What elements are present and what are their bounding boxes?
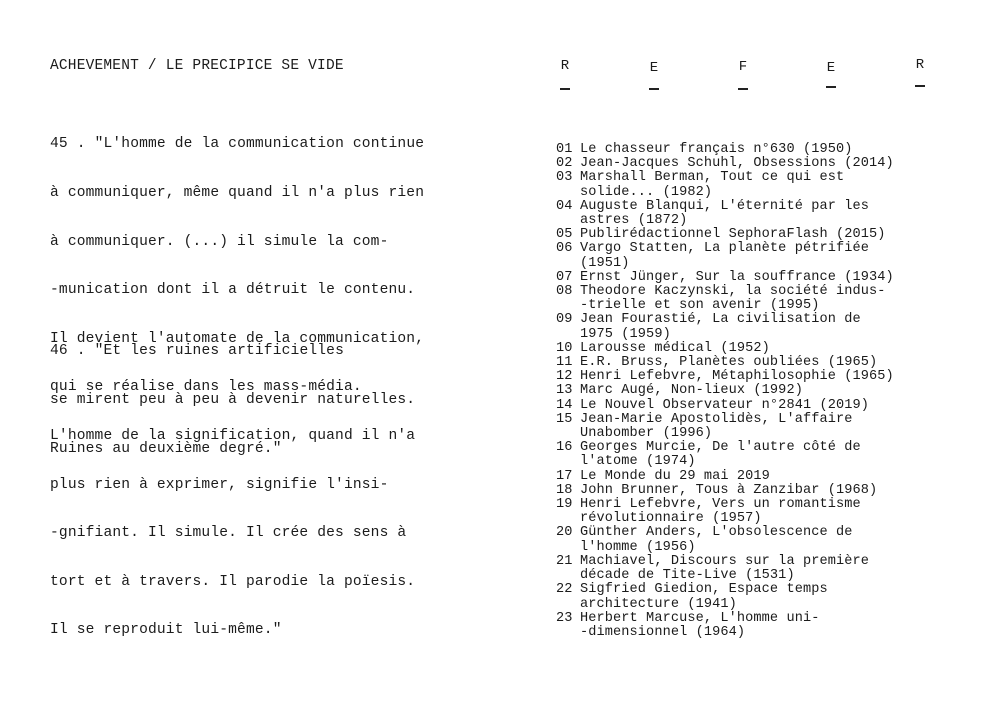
quote-text: "L'homme de la communication continue	[94, 136, 425, 153]
reference-line: Sigfried Giedion, Espace temps	[580, 582, 828, 598]
reference-item	[556, 285, 976, 313]
reference-text	[580, 399, 869, 413]
reference-line: -trielle et son avenir (1995)	[580, 298, 820, 314]
quote-line: Ruines au deuxième degré."	[50, 440, 282, 457]
quote-number: 46	[50, 343, 68, 360]
reference-line: -dimensionnel (1964)	[580, 624, 746, 640]
reference-line: Unabomber (1996)	[580, 426, 713, 442]
reference-text	[580, 356, 877, 370]
reference-item	[556, 498, 976, 526]
reference-line: décade de Tite-Live (1531)	[580, 568, 795, 584]
reference-line: Georges Murcie, De l'autre côté de	[580, 440, 861, 456]
refer-letter: E	[649, 60, 659, 76]
reference-line: Ernst Jünger, Sur la souffrance (1934)	[580, 269, 894, 285]
reference-number: 03	[556, 170, 573, 186]
reference-item	[556, 171, 976, 199]
quote-line: plus rien à exprimer, signifie l'insi-	[50, 476, 389, 493]
quote-line: Il devient l'automate de la communication,	[50, 330, 425, 347]
reference-number: 11	[556, 355, 573, 371]
reference-number: 10	[556, 340, 573, 356]
refer-letter: R	[560, 58, 570, 74]
reference-number: 07	[556, 269, 573, 285]
reference-text	[580, 583, 828, 611]
reference-line: Larousse médical (1952)	[580, 340, 770, 356]
reference-line: John Brunner, Tous à Zanzibar (1968)	[580, 482, 878, 498]
reference-list	[556, 143, 976, 640]
refer-dash	[649, 88, 659, 90]
quote-number: 45	[50, 136, 68, 153]
quote-marker: .	[67, 136, 95, 153]
reference-item	[556, 484, 976, 498]
quote-46	[50, 311, 415, 489]
refer-letter: E	[826, 60, 836, 76]
reference-item	[556, 399, 976, 413]
quote-line: Il se reproduit lui-même."	[50, 622, 282, 639]
reference-text	[580, 370, 894, 384]
reference-text	[580, 470, 770, 484]
reference-line: Le chasseur français n°630 (1950)	[580, 142, 853, 157]
reference-line: Marshall Berman, Tout ce qui est	[580, 170, 845, 186]
reference-item	[556, 370, 976, 384]
reference-text	[580, 313, 861, 341]
reference-item	[556, 242, 976, 270]
refer-letter: F	[738, 59, 748, 75]
reference-line: l'atome (1974)	[580, 454, 696, 470]
reference-item	[556, 313, 976, 341]
reference-number: 12	[556, 369, 573, 385]
reference-line: Le Nouvel Observateur n°2841 (2019)	[580, 397, 870, 413]
reference-line: Jean-Jacques Schuhl, Obsessions (2014)	[580, 156, 894, 172]
reference-item	[556, 143, 976, 157]
reference-text	[580, 285, 886, 313]
reference-line: Günther Anders, L'obsolescence de	[580, 525, 853, 541]
reference-text	[580, 441, 861, 469]
reference-line: Henri Lefebvre, Métaphilosophie (1965)	[580, 369, 894, 385]
reference-number: 01	[556, 142, 573, 157]
reference-number: 02	[556, 156, 573, 172]
reference-text	[580, 228, 886, 242]
reference-number: 09	[556, 312, 573, 328]
reference-item	[556, 555, 976, 583]
reference-text	[580, 498, 861, 526]
reference-item	[556, 157, 976, 171]
right-page	[500, 0, 1000, 705]
reference-number: 14	[556, 397, 573, 413]
reference-line: 1975 (1959)	[580, 326, 671, 342]
reference-item	[556, 228, 976, 242]
reference-number: 23	[556, 610, 573, 626]
reference-number: 05	[556, 227, 573, 243]
reference-item	[556, 441, 976, 469]
reference-number: 04	[556, 198, 573, 214]
reference-text	[580, 242, 869, 270]
reference-number: 08	[556, 284, 573, 300]
reference-item	[556, 583, 976, 611]
reference-item	[556, 271, 976, 285]
reference-line: Herbert Marcuse, L'homme uni-	[580, 610, 820, 626]
reference-line: révolutionnaire (1957)	[580, 511, 762, 527]
refer-dash	[826, 86, 836, 88]
quote-line	[50, 136, 424, 152]
reference-line: l'homme (1956)	[580, 539, 696, 555]
quote-line: -munication dont il a détruit le contenu.	[50, 282, 416, 299]
quote-line: qui se réalise dans les mass-média.	[50, 379, 362, 396]
reference-text	[580, 384, 803, 398]
reference-item	[556, 526, 976, 554]
reference-line: Vargo Statten, La planète pétrifiée	[580, 241, 870, 257]
reference-number: 06	[556, 241, 573, 257]
refer-dash	[560, 88, 570, 90]
quote-line: tort et à travers. Il parodie la poïesis.	[50, 573, 416, 590]
reference-number: 21	[556, 553, 573, 569]
quote-line: -gnifiant. Il simule. Il crée des sens à	[50, 525, 407, 542]
reference-item	[556, 384, 976, 398]
reference-item	[556, 413, 976, 441]
reference-line: solide... (1982)	[580, 184, 713, 200]
reference-text	[580, 342, 770, 356]
reference-text	[580, 612, 819, 640]
reference-number: 18	[556, 482, 573, 498]
reference-text	[580, 526, 853, 554]
page-heading: ACHEVEMENT / LE PRECIPICE SE VIDE	[50, 58, 344, 74]
reference-line: Publirédactionnel SephoraFlash (2015)	[580, 227, 886, 243]
reference-line: Marc Augé, Non-lieux (1992)	[580, 383, 803, 399]
reference-line: Theodore Kaczynski, la société indus-	[580, 284, 886, 300]
reference-item	[556, 200, 976, 228]
reference-number: 22	[556, 582, 573, 598]
reference-item	[556, 342, 976, 356]
quote-line	[50, 343, 415, 359]
reference-number: 16	[556, 440, 573, 456]
reference-line: architecture (1941)	[580, 596, 737, 612]
reference-line: E.R. Bruss, Planètes oubliées (1965)	[580, 355, 878, 371]
reference-text	[580, 271, 894, 285]
quote-line: se mirent peu à peu à devenir naturelles.	[50, 392, 416, 408]
reference-item	[556, 470, 976, 484]
reference-item	[556, 612, 976, 640]
reference-number: 15	[556, 411, 573, 427]
refer-dash	[915, 85, 925, 87]
reference-text	[580, 413, 853, 441]
reference-line: Machiavel, Discours sur la première	[580, 553, 870, 569]
reference-number: 20	[556, 525, 573, 541]
reference-text	[580, 555, 869, 583]
reference-line: astres (1872)	[580, 213, 688, 229]
quote-line: à communiquer. (...) il simule la com-	[50, 233, 389, 250]
reference-line: (1951)	[580, 255, 630, 271]
reference-text	[580, 157, 894, 171]
reference-item	[556, 356, 976, 370]
reference-text	[580, 484, 877, 498]
reference-text	[580, 143, 853, 157]
reference-number: 13	[556, 383, 573, 399]
reference-line: Henri Lefebvre, Vers un romantisme	[580, 497, 861, 513]
quote-line: à communiquer, même quand il n'a plus rien	[50, 185, 425, 201]
quote-line: L'homme de la signification, quand il n'a	[50, 427, 416, 444]
reference-number: 19	[556, 497, 573, 513]
reference-line: Jean Fourastié, La civilisation de	[580, 312, 861, 328]
quote-text: "Et les ruines artificielles	[94, 343, 344, 360]
reference-text	[580, 200, 869, 228]
reference-line: Jean-Marie Apostolidès, L'affaire	[580, 411, 853, 427]
quote-marker: .	[67, 343, 95, 360]
refer-letter: R	[915, 57, 925, 73]
reference-text	[580, 171, 844, 199]
refer-dash	[738, 88, 748, 90]
reference-line: Le Monde du 29 mai 2019	[580, 468, 770, 484]
reference-line: Auguste Blanqui, L'éternité par les	[580, 198, 870, 214]
reference-number: 17	[556, 468, 573, 484]
